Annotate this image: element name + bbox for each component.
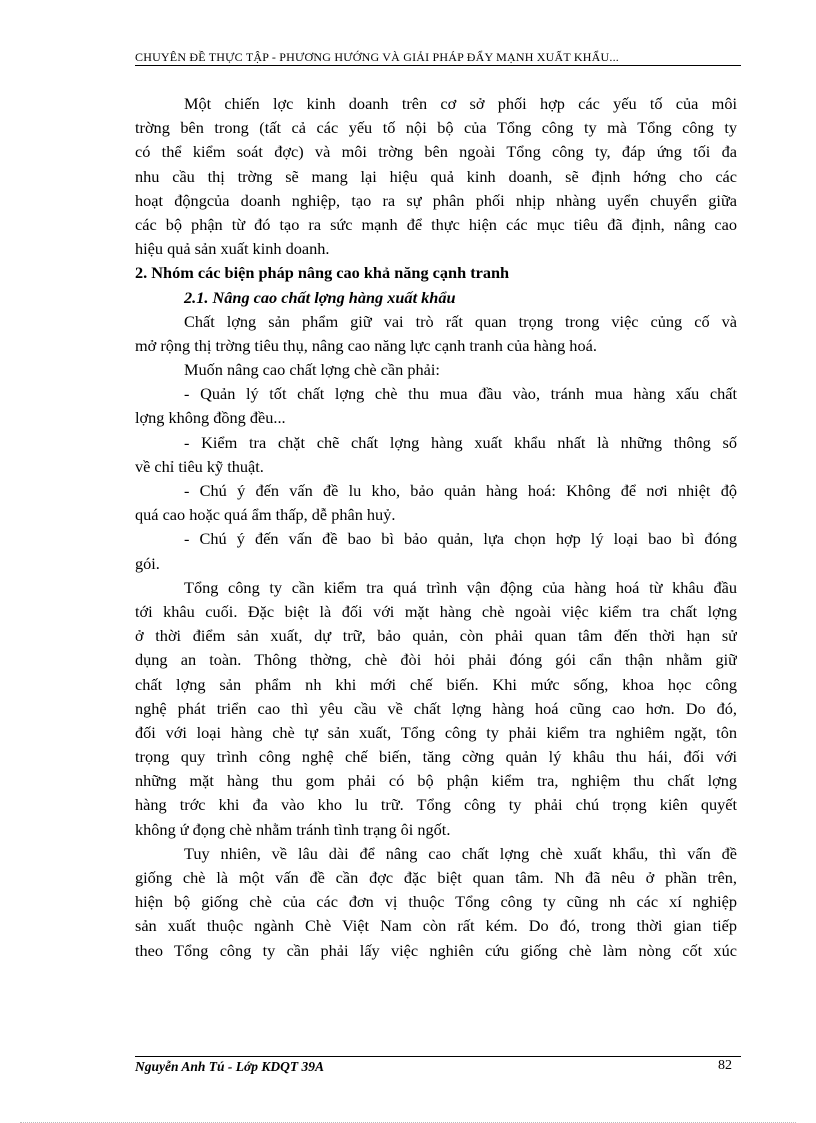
text-line: dụng an toàn. Thông thờng, chè đòi hỏi phải đóng gói cẩn thận nhằm giữ bbox=[135, 650, 737, 670]
text-line: Muốn nâng cao chất lợng chè cần phải: bbox=[184, 360, 440, 380]
text-line: chất lợng sản phẩm nh khi mới chế biến. Khi mức sống, khoa học công bbox=[135, 674, 737, 694]
text-line: - Kiểm tra chặt chẽ chất lợng hàng xuất khẩu nhất là những thông số bbox=[184, 432, 737, 452]
text-line: trọng quy trình công nghệ chế biến, tăng cờng quản lý khâu thu hái, đối với bbox=[135, 747, 737, 767]
text-line: nghệ phát triển cao thì yêu cầu về chất lợng hàng hoá cũng cao hơn. Do đó, bbox=[135, 698, 737, 718]
text-line: về chỉ tiêu kỹ thuật. bbox=[135, 456, 264, 476]
text-line: không ứ đọng chè nhằm tránh tình trạng ôi ngốt. bbox=[135, 819, 451, 839]
text-line: hiện bộ giống chè của các đơn vị thuộc Tổng công ty cũng nh các xí nghiệp bbox=[135, 892, 737, 912]
text-line: quá cao hoặc quá ẩm thấp, dễ phân huỷ. bbox=[135, 505, 396, 525]
body-text bbox=[135, 92, 737, 963]
text-line: gói. bbox=[135, 553, 160, 573]
page-number: 82 bbox=[718, 1058, 732, 1073]
text-line: theo Tổng công ty cần phải lấy việc nghiên cứu giống chè làm nòng cốt xúc bbox=[135, 940, 737, 960]
text-line: hiệu quả sản xuất kinh doanh. bbox=[135, 239, 330, 259]
text-line: lợng không đồng đều... bbox=[135, 408, 286, 428]
running-header: CHUYÊN ĐỀ THỰC TẬP - PHƯƠNG HƯỚNG VÀ GIẢI PHÁP ĐẨY MẠNH XUẤT KHẨU... bbox=[135, 50, 741, 66]
text-line: - Chú ý đến vấn đề lu kho, bảo quản hàng hoá: Không để nơi nhiệt độ bbox=[184, 481, 737, 500]
text-line: những mặt hàng thu gom phải có bộ phận kiểm tra, nghiệm thu chất lợng bbox=[135, 771, 737, 791]
text-line: sản xuất thuộc ngành Chè Việt Nam còn rất kém. Do đó, trong thời gian tiếp bbox=[135, 916, 737, 936]
text-line: trờng bên trong (tất cả các yếu tố nội bộ của Tổng công ty mà Tổng công ty bbox=[135, 118, 737, 138]
text-line: Một chiến lợc kinh doanh trên cơ sở phối hợp các yếu tố của môi bbox=[184, 94, 737, 113]
text-line: ở thời điểm sản xuất, dự trữ, bảo quản, còn phải quan tâm đến thời hạn sử bbox=[135, 626, 737, 646]
footer-divider bbox=[135, 1056, 741, 1057]
text-line: mở rộng thị trờng tiêu thụ, nâng cao năng lực cạnh tranh của hàng hoá. bbox=[135, 335, 597, 355]
text-line: - Chú ý đến vấn đề bao bì bảo quản, lựa chọn hợp lý loại bao bì đóng bbox=[184, 529, 737, 549]
text-line: - Quản lý tốt chất lợng chè thu mua đầu vào, tránh mua hàng xấu chất bbox=[184, 384, 737, 404]
text-line: nhu cầu thị trờng sẽ mang lại hiệu quả kinh doanh, sẽ định hớng cho các bbox=[135, 166, 737, 186]
text-line: Chất lợng sản phẩm giữ vai trò rất quan trọng trong việc củng cố và bbox=[184, 311, 737, 331]
text-line: các bộ phận từ đó tạo ra sức mạnh để thực hiện các mục tiêu đã định, nâng cao bbox=[135, 214, 737, 234]
text-line: hàng trớc khi đa vào kho lu trữ. Tổng công ty phải chú trọng kiên quyết bbox=[135, 795, 737, 815]
text-line: giống chè là một vấn đề cần đợc đặc biệt quan tâm. Nh đã nêu ở phần trên, bbox=[135, 868, 737, 887]
text-line: Tuy nhiên, về lâu dài để nâng cao chất lợng chè xuất khẩu, thì vấn đề bbox=[184, 843, 737, 863]
text-line: hoạt độngcủa doanh nghiệp, tạo ra sự phân phối nhịp nhàng uyển chuyển giữa bbox=[135, 190, 737, 210]
text-line: tới khâu cuối. Đặc biệt là đối với mặt hàng chè ngoài việc kiểm tra chất lợng bbox=[135, 601, 737, 621]
text-line: đối với loại hàng chè tự sản xuất, Tổng công ty phải kiểm tra nghiêm ngặt, tôn bbox=[135, 722, 737, 742]
text-line: 2.1. Nâng cao chất lợng hàng xuất khẩu bbox=[184, 287, 456, 307]
text-line: 2. Nhóm các biện pháp nâng cao khả năng cạnh tranh bbox=[135, 263, 510, 283]
text-line: Tổng công ty cần kiểm tra quá trình vận động của hàng hoá từ khâu đầu bbox=[184, 577, 737, 597]
footer-author: Nguyễn Anh Tú - Lớp KDQT 39A bbox=[135, 1059, 325, 1074]
text-line: có thể kiểm soát đợc) và môi trờng bên ngoài Tổng công ty, đáp ứng tối đa bbox=[135, 142, 737, 162]
